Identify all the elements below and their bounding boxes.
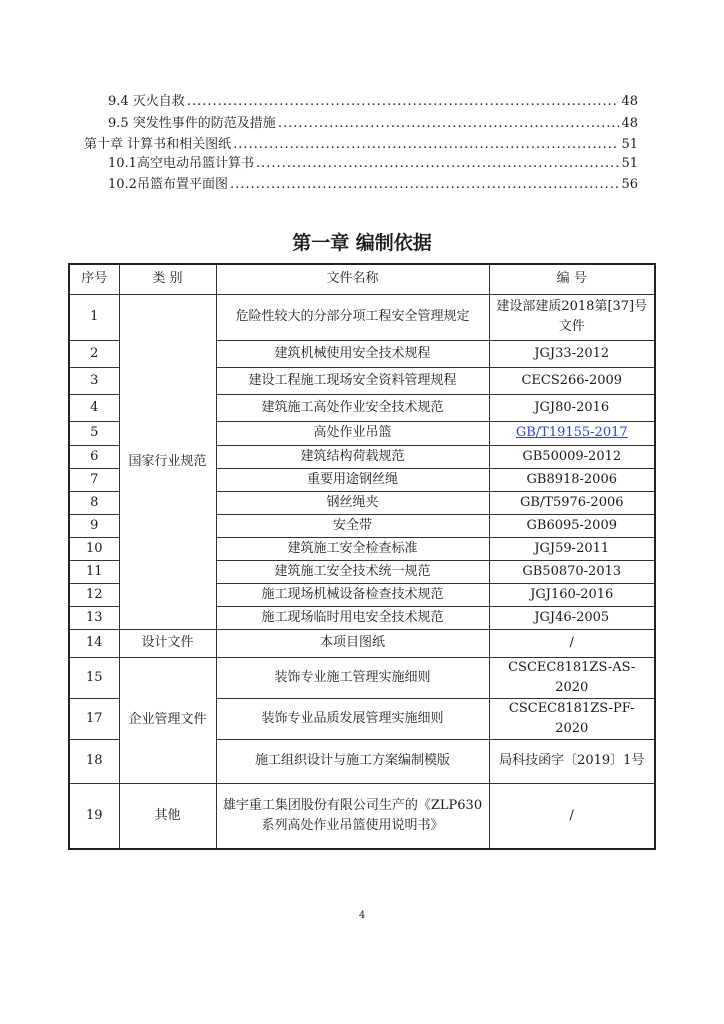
table-row <box>69 629 655 657</box>
toc-entry[interactable] <box>108 92 638 112</box>
row-code: GB50009-2012 <box>489 445 655 468</box>
toc-entry[interactable] <box>108 114 638 134</box>
row-seq: 12 <box>69 583 119 606</box>
row-seq: 7 <box>69 468 119 491</box>
table-row <box>69 783 655 849</box>
toc-entry-page: 48 <box>621 116 638 131</box>
page-number: 4 <box>358 910 366 921</box>
table-row <box>69 294 655 340</box>
row-code: CSCEC8181ZS-AS-2020 <box>489 657 655 698</box>
toc-entry-page: 48 <box>621 94 638 109</box>
row-code: CECS266-2009 <box>489 367 655 394</box>
header-category: 类 别 <box>119 264 216 294</box>
row-code <box>489 421 655 445</box>
row-name: 安全带 <box>216 514 489 537</box>
row-seq: 15 <box>69 657 119 698</box>
header-name: 文件名称 <box>216 264 489 294</box>
toc-leader-dots <box>256 154 620 174</box>
row-seq: 10 <box>69 537 119 560</box>
category-enterprise: 企业管理文件 <box>119 657 216 783</box>
table-row <box>69 657 655 698</box>
row-name: 本项目图纸 <box>216 629 489 657</box>
row-seq: 6 <box>69 445 119 468</box>
toc-entry[interactable] <box>108 175 638 195</box>
row-code: JGJ160-2016 <box>489 583 655 606</box>
row-seq: 14 <box>69 629 119 657</box>
row-seq: 18 <box>69 739 119 783</box>
row-code: JGJ59-2011 <box>489 537 655 560</box>
row-name: 建筑施工安全技术统一规范 <box>216 560 489 583</box>
row-seq: 9 <box>69 514 119 537</box>
toc-entry-page: 51 <box>621 137 638 152</box>
row-name: 装饰专业施工管理实施细则 <box>216 657 489 698</box>
row-code: JGJ33-2012 <box>489 340 655 367</box>
chapter-title: 第一章 编制依据 <box>292 232 432 254</box>
row-code: JGJ46-2005 <box>489 606 655 629</box>
row-code: GB50870-2013 <box>489 560 655 583</box>
row-code: JGJ80-2016 <box>489 394 655 421</box>
row-code: 建设部建质2018第[37]号文件 <box>489 294 655 340</box>
toc-entry[interactable] <box>84 135 638 155</box>
toc-entry-label: 9.5 突发性事件的防范及措施 <box>108 116 276 131</box>
row-name: 建设工程施工现场安全资料管理规程 <box>216 367 489 394</box>
row-code: CSCEC8181ZS-PF-2020 <box>489 698 655 739</box>
toc-entry-page: 51 <box>621 156 638 171</box>
toc-entry-label: 9.4 灭火自救 <box>108 94 185 109</box>
row-code: GB6095-2009 <box>489 514 655 537</box>
row-seq: 5 <box>69 421 119 445</box>
row-seq: 11 <box>69 560 119 583</box>
toc-entry-label: 10.1高空电动吊篮计算书 <box>108 156 254 171</box>
row-name: 建筑施工高处作业安全技术规范 <box>216 394 489 421</box>
row-name: 建筑施工安全检查标准 <box>216 537 489 560</box>
toc-leader-dots <box>278 114 620 134</box>
row-seq: 3 <box>69 367 119 394</box>
row-name: 建筑机械使用安全技术规程 <box>216 340 489 367</box>
row-name: 施工现场临时用电安全技术规范 <box>216 606 489 629</box>
header-code: 编 号 <box>489 264 655 294</box>
row-name: 雄宇重工集团股份有限公司生产的《ZLP630系列高处作业吊篮使用说明书》 <box>216 783 489 849</box>
toc-entry-page: 56 <box>621 177 638 192</box>
row-name: 钢丝绳夹 <box>216 491 489 514</box>
row-name: 高处作业吊篮 <box>216 421 489 445</box>
row-name: 重要用途钢丝绳 <box>216 468 489 491</box>
row-seq: 4 <box>69 394 119 421</box>
toc-leader-dots <box>187 92 620 112</box>
toc-leader-dots <box>233 135 619 155</box>
row-seq: 17 <box>69 698 119 739</box>
row-seq: 8 <box>69 491 119 514</box>
category-design: 设计文件 <box>119 629 216 657</box>
standard-link[interactable]: GB/T19155-2017 <box>515 425 628 440</box>
toc-leader-dots <box>230 175 620 195</box>
row-seq: 13 <box>69 606 119 629</box>
toc-entry-label: 第十章 计算书和相关图纸 <box>84 137 232 152</box>
row-code: / <box>489 629 655 657</box>
row-seq: 19 <box>69 783 119 849</box>
row-name: 施工组织设计与施工方案编制模版 <box>216 739 489 783</box>
reference-table <box>68 263 656 850</box>
row-code: GB8918-2006 <box>489 468 655 491</box>
row-name: 建筑结构荷载规范 <box>216 445 489 468</box>
row-name: 施工现场机械设备检查技术规范 <box>216 583 489 606</box>
category-national: 国家行业规范 <box>119 294 216 629</box>
toc-entry-label: 10.2吊篮布置平面图 <box>108 177 228 192</box>
header-seq: 序号 <box>69 264 119 294</box>
row-code: GB/T5976-2006 <box>489 491 655 514</box>
row-name: 装饰专业品质发展管理实施细则 <box>216 698 489 739</box>
category-other: 其他 <box>119 783 216 849</box>
toc-entry[interactable] <box>108 154 638 174</box>
row-code: / <box>489 783 655 849</box>
row-seq: 2 <box>69 340 119 367</box>
table-header-row <box>69 264 655 294</box>
row-name: 危险性较大的分部分项工程安全管理规定 <box>216 294 489 340</box>
row-code: 局科技函字〔2019〕1号 <box>489 739 655 783</box>
row-seq: 1 <box>69 294 119 340</box>
